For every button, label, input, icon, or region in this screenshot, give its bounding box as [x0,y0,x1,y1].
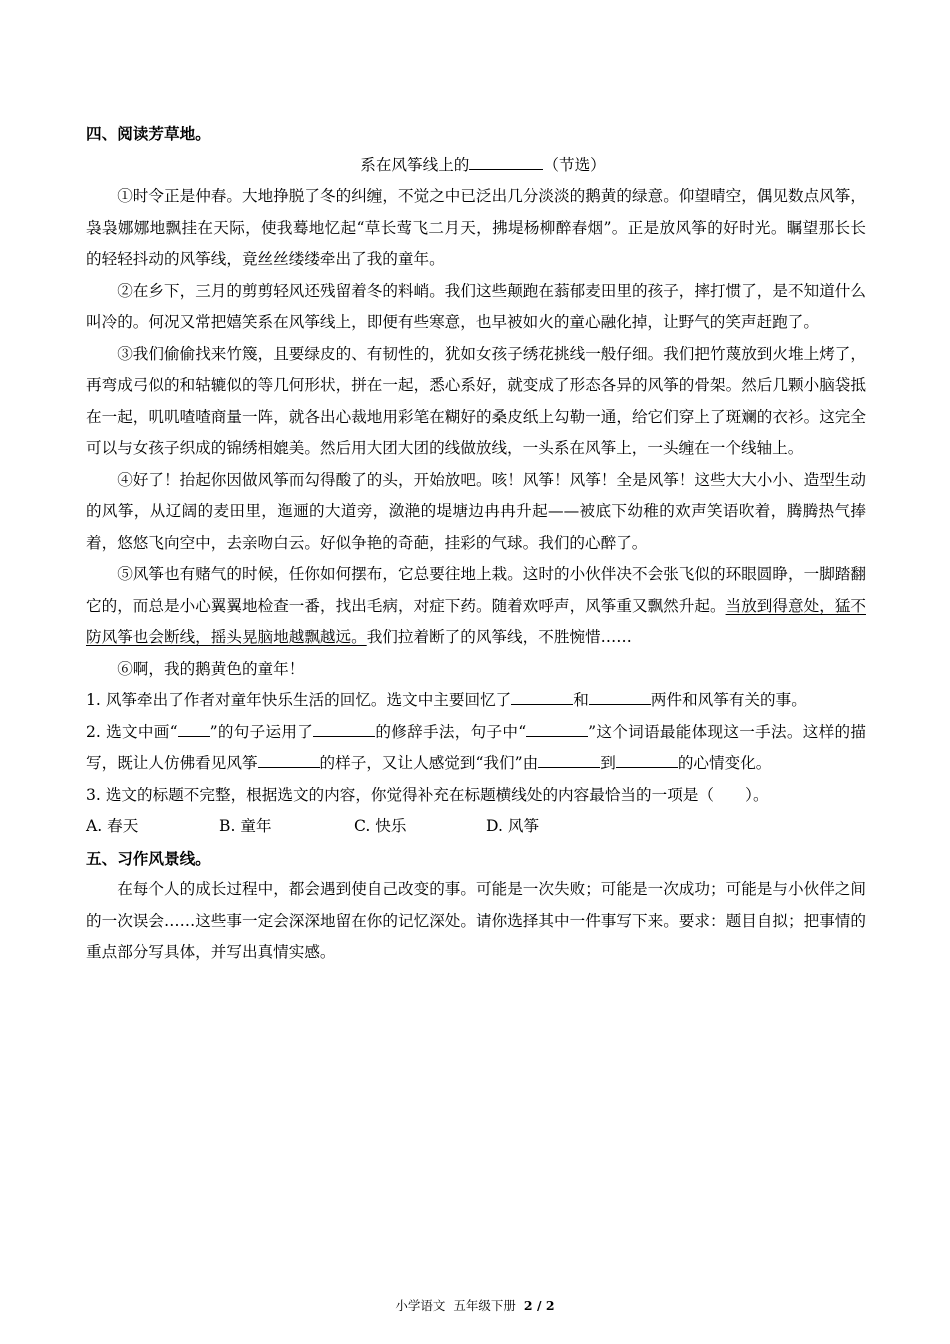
q1-blank-1[interactable] [511,686,573,705]
passage-paragraph-6: ⑥啊，我的鹅黄色的童年！ [117,659,305,678]
q1-text-1: 1. 风筝牵出了作者对童年快乐生活的回忆。选文中主要回忆了 [86,691,512,709]
q2-text-5: 的样子，又让人感觉到“我们”由 [319,754,539,772]
page-footer [0,1298,950,1314]
passage-title-suffix: （节选） [543,155,606,174]
q2-text-6: 到 [600,754,616,772]
question-3: 3. 选文的标题不完整，根据选文的内容，你觉得补充在标题横线处的内容最恰当的一项是（ ）。 [86,785,769,804]
q1-text-3: 两件和风筝有关的事。 [650,691,807,709]
q2-text-2: ”的句子运用了 [209,722,314,741]
title-blank[interactable] [469,151,543,170]
document-page [86,118,866,969]
option-d[interactable]: D. 风筝 [486,817,540,835]
passage-title-prefix: 系在风筝线上的 [360,155,470,174]
q2-text-7: 的心情变化。 [677,754,772,772]
q2-blank-1[interactable] [313,718,375,737]
q1-blank-2[interactable] [589,686,651,705]
q2-blank-2[interactable] [526,718,588,737]
passage-paragraph-2: ②在乡下，三月的剪剪轻风还残留着冬的料峭。我们这些颠跑在蓊郁麦田里的孩子，摔打惯了，是不知道什么叫冷的。何况又常把嬉笑系在风筝线上，即便有些寒意，也早被如火的童心融化掉，让野气的笑声赶跑了。 [86,281,866,331]
question-1 [86,685,866,717]
q2-blank-4[interactable] [538,749,600,768]
option-b[interactable]: B. 童年 [219,817,272,835]
q2-text-3: 的修辞手法，句子中“ [375,722,527,741]
underlined-sentence: 当放到得意处，猛不防风筝也会断线，摇头晃脑地越飘越远。 [86,596,866,646]
passage-title [86,150,866,182]
option-a[interactable]: A. 春天 [86,817,139,835]
footer-subject: 小学语文 [395,1298,446,1313]
paragraph-5-after: 我们拉着断了的风筝线，不胜惋惜…… [366,628,632,646]
passage-paragraph-1: ①时令正是仲春。大地挣脱了冬的纠缠，不觉之中已泛出几分淡淡的鹅黄的绿意。仰望晴空，偶见数点风筝，袅袅娜娜地飘挂在天际，使我蓦地忆起“草长莺飞二月天，拂堤杨柳醉春烟”。正是放风筝的好时光。瞩望那长长的轻轻抖动的风筝线，竟丝丝缕缕牵出了我的童年。 [86,187,866,268]
footer-page-number: 2 / 2 [523,1298,555,1313]
q2-text-4: ”这个词语最能体现这一手法。这样的描写，既让人仿佛看见风筝 [86,722,866,772]
q1-text-2: 和 [573,691,589,709]
section5-heading: 五、习作风景线。 [86,848,211,868]
option-c[interactable]: C. 快乐 [354,817,407,835]
q2-blank-marker [178,718,210,737]
question-3-options [86,811,866,843]
question-2 [86,717,866,780]
passage-paragraph-4: ④好了！抬起你因做风筝而勾得酸了的头，开始放吧。咳！风筝！风筝！全是风筝！这些大大小小、造型生动的风筝，从辽阔的麦田里，迤逦的大道旁，潋滟的堤塘边冉冉升起——被底下幼稚的欢声笑语吹着，腾腾热气捧着，悠悠飞向空中，去亲吻白云。好似争艳的奇葩，挂彩的气球。我们的心醉了。 [86,470,866,552]
q2-text-1: 2. 选文中画“ [86,722,178,741]
q2-blank-3[interactable] [258,749,320,768]
passage-paragraph-5 [86,559,866,654]
passage-paragraph-3: ③我们偷偷找来竹篾，且要绿皮的、有韧性的，犹如女孩子绣花挑线一般仔细。我们把竹蔑放到火堆上烤了，再弯成弓似的和轱辘似的等几何形状，拼在一起，悉心系好，就变成了形态各异的风筝的骨架。然后几颗小脑袋抵在一起，叽叽喳喳商量一阵，就各出心裁地用彩笔在糊好的桑皮纸上勾勒一通，给它们穿上了斑斓的衣衫。这完全可以与女孩子织成的锦绣相媲美。然后用大团大团的线做放线，一头系在风筝上，一头缠在一个线轴上。 [86,344,866,457]
q2-blank-5[interactable] [616,749,678,768]
footer-grade: 五年级下册 [453,1298,516,1313]
paragraph-5-before: ⑤风筝也有赌气的时候，任你如何摆布，它总要往地上栽。这时的小伙伴决不会张飞似的环眼圆睁，一脚踏翻它的，而总是小心翼翼地检查一番，找出毛病，对症下药。随着欢呼声，风筝重又飘然升起。 [86,565,866,615]
section4-heading: 四、阅读芳草地。 [86,124,211,143]
writing-prompt: 在每个人的成长过程中，都会遇到使自己改变的事。可能是一次失败；可能是一次成功；可能是与小伙伴之间的一次误会……这些事一定会深深地留在你的记忆深处。请你选择其中一件事写下来。要求：题目自拟；把事情的重点部分写具体，并写出真情实感。 [86,880,866,961]
